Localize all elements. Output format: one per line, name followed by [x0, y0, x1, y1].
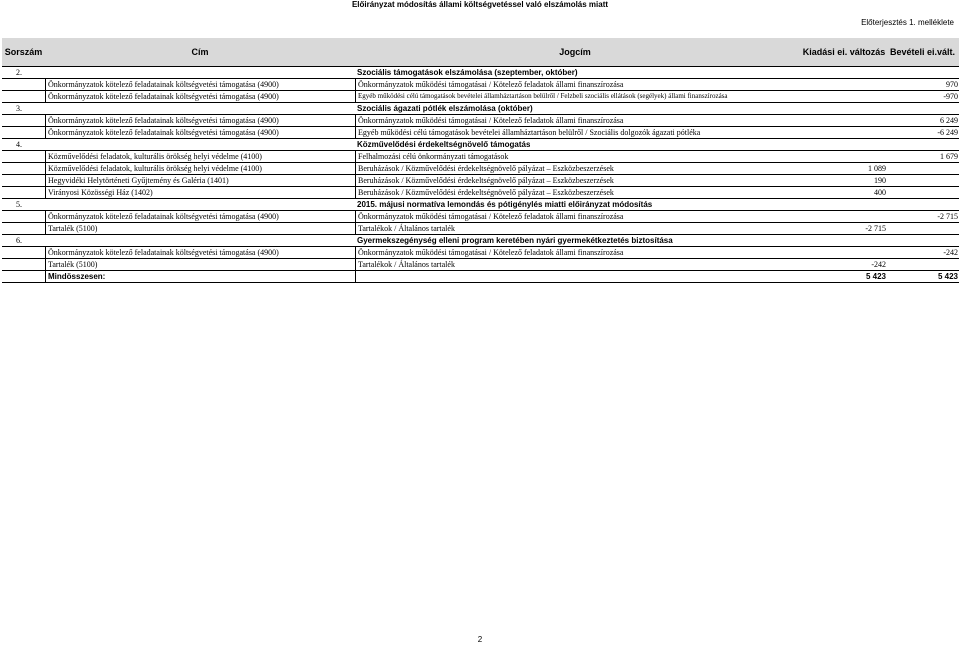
- table-row: [2, 211, 959, 223]
- table-row: [2, 175, 959, 187]
- section-row: [2, 235, 959, 247]
- section-row: [2, 103, 959, 115]
- table-row: [2, 91, 959, 103]
- header-cim: Cím: [191, 47, 209, 57]
- table-row: [2, 247, 959, 259]
- total-kiadasi: 5 423: [865, 272, 886, 281]
- beveteli-cell: 970: [946, 80, 958, 89]
- section-row: [2, 67, 959, 79]
- cim-cell: Önkormányzatok kötelező feladatainak költségvetési támogatása (4900): [45, 211, 358, 222]
- jogcim-cell: Önkormányzatok működési támogatásai / Kötelező feladatok állami finanszírozása: [355, 211, 788, 222]
- cim-cell: Önkormányzatok kötelező feladatainak költségvetési támogatása (4900): [45, 79, 358, 90]
- kiadasi-cell: 190: [874, 176, 886, 185]
- jogcim-cell: Felhalmozási célú önkormányzati támogatások: [355, 151, 788, 162]
- cim-cell: Önkormányzatok kötelező feladatainak költségvetési támogatása (4900): [45, 115, 358, 126]
- table-body: [2, 67, 959, 283]
- total-jogcim-cell: [355, 271, 788, 282]
- beveteli-cell: -6 249: [937, 128, 958, 137]
- kiadasi-cell: -2 715: [865, 224, 886, 233]
- section-number: 3.: [16, 104, 22, 113]
- table-row: [2, 79, 959, 91]
- jogcim-cell: Egyéb működési célú támogatások bevételei államháztartáson belülről / Felzbeli szociális ellátások (segélyek) állami finanszírozása: [355, 91, 788, 102]
- section-row: [2, 199, 959, 211]
- section-number: 2.: [16, 68, 22, 77]
- jogcim-cell: Egyéb működési célú támogatások bevételei államháztartáson belülről / Szociális dolgozók ágazati pótléka: [355, 127, 788, 138]
- total-label: Mindösszesen:: [45, 271, 358, 282]
- beveteli-cell: -2 715: [937, 212, 958, 221]
- beveteli-cell: -970: [943, 92, 958, 101]
- header-jogcim: Jogcím: [559, 47, 591, 57]
- jogcim-cell: Önkormányzatok működési támogatásai / Kötelező feladatok állami finanszírozása: [355, 247, 788, 258]
- section-number: 5.: [16, 200, 22, 209]
- cim-cell: Önkormányzatok kötelező feladatainak költségvetési támogatása (4900): [45, 127, 358, 138]
- section-title: Szociális támogatások elszámolása (szeptember, október): [357, 68, 578, 77]
- page-number: 2: [477, 635, 483, 644]
- table-row: [2, 151, 959, 163]
- cim-cell: Hegyvidéki Helytörténeti Gyűjtemény és Galéria (1401): [45, 175, 358, 186]
- jogcim-cell: Beruházások / Közművelődési érdekeltségnövelő pályázat – Eszközbeszerzések: [355, 163, 788, 174]
- table-row: [2, 127, 959, 139]
- kiadasi-cell: 400: [874, 188, 886, 197]
- beveteli-cell: 1 679: [940, 152, 958, 161]
- cim-cell: Önkormányzatok kötelező feladatainak költségvetési támogatása (4900): [45, 91, 358, 102]
- section-number: 6.: [16, 236, 22, 245]
- kiadasi-cell: 1 089: [868, 164, 886, 173]
- section-title: Szociális ágazati pótlék elszámolása (október): [357, 104, 533, 113]
- table-row: [2, 259, 959, 271]
- cim-cell: Közművelődési feladatok, kulturális örökség helyi védelme (4100): [45, 163, 358, 174]
- table-row: [2, 187, 959, 199]
- jogcim-cell: Beruházások / Közművelődési érdekeltségnövelő pályázat – Eszközbeszerzések: [355, 175, 788, 186]
- cim-cell: Önkormányzatok kötelező feladatainak költségvetési támogatása (4900): [45, 247, 358, 258]
- section-title: Gyermekszegénység elleni program keretében nyári gyermekétkeztetés biztosítása: [357, 236, 673, 245]
- annex-label: Előterjesztés 1. melléklete: [861, 18, 954, 27]
- section-title: 2015. májusi normatíva lemondás és pótigénylés miatti előirányzat módosítás: [357, 200, 653, 209]
- header-beveteli: Bevételi ei.vált.: [889, 47, 956, 57]
- table-row: [2, 223, 959, 235]
- jogcim-cell: Tartalékok / Általános tartalék: [355, 259, 788, 270]
- jogcim-cell: Beruházások / Közművelődési érdekeltségnövelő pályázat – Eszközbeszerzések: [355, 187, 788, 198]
- jogcim-cell: Önkormányzatok működési támogatásai / Kötelező feladatok állami finanszírozása: [355, 115, 788, 126]
- section-row: [2, 139, 959, 151]
- header-kiadasi: Kiadási ei. változás: [802, 47, 886, 57]
- beveteli-cell: -242: [943, 248, 958, 257]
- kiadasi-cell: -242: [871, 260, 886, 269]
- jogcim-cell: Önkormányzatok működési támogatásai / Kötelező feladatok állami finanszírozása: [355, 79, 788, 90]
- jogcim-cell: Tartalékok / Általános tartalék: [355, 223, 788, 234]
- beveteli-cell: 6 249: [940, 116, 958, 125]
- table-header: [2, 38, 959, 67]
- cim-cell: Tartalék (5100): [45, 223, 358, 234]
- cim-cell: Tartalék (5100): [45, 259, 358, 270]
- total-row: [2, 271, 959, 283]
- cim-cell: Virányosi Közösségi Ház (1402): [45, 187, 358, 198]
- section-number: 4.: [16, 140, 22, 149]
- page-title: Előirányzat módosítás állami költségvetéssel való elszámolás miatt: [351, 0, 609, 9]
- total-beveteli: 5 423: [937, 272, 958, 281]
- header-sorszam: Sorszám: [4, 47, 43, 57]
- table-row: [2, 163, 959, 175]
- table-row: [2, 115, 959, 127]
- section-title: Közművelődési érdekeltségnövelő támogatás: [357, 140, 531, 149]
- cim-cell: Közművelődési feladatok, kulturális örökség helyi védelme (4100): [45, 151, 358, 162]
